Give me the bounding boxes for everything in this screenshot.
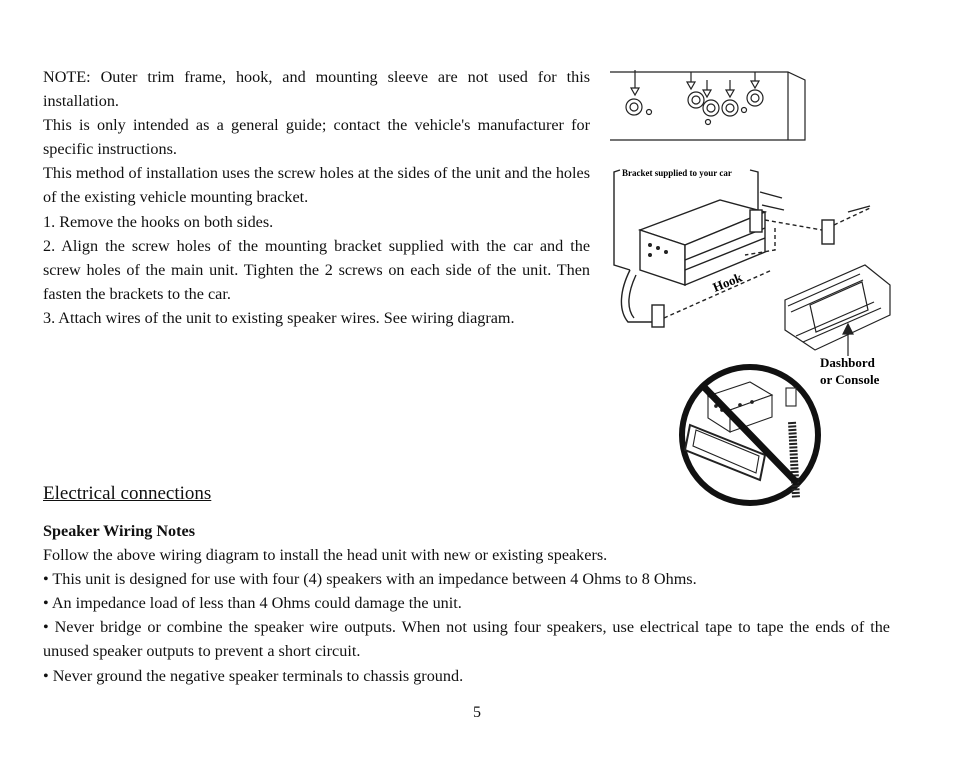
step-1: 1. Remove the hooks on both sides. bbox=[43, 212, 274, 231]
wiring-bullet-bridge: • Never bridge or combine the speaker wire outputs. When not using four speakers, use electrical tape to tape the ends of the unused speaker outputs to prevent a short circuit. bbox=[43, 618, 890, 661]
dashboard-drawing bbox=[785, 265, 890, 356]
hook-label: Hook bbox=[710, 269, 745, 295]
wiring-bullet-impedance: • This unit is designed for use with four (4) speakers with an impedance between 4 Ohms to 8 Ohms. bbox=[43, 570, 697, 589]
note-trim-frame: NOTE: Outer trim frame, hook, and mounting sleeve are not used for this installation. bbox=[43, 68, 590, 111]
step-3: 3. Attach wires of the unit to existing speaker wires. See wiring diagram. bbox=[43, 308, 515, 327]
step-2: 2. Align the screw holes of the mounting bracket supplied with the car and the screw holes of the main unit. Tighten the 2 screws on each side of the unit. Then fasten the brackets to the car. bbox=[43, 236, 590, 303]
note-install-method: This method of installation uses the screw holes at the sides of the unit and the holes of the existing vehicle mounting bracket. bbox=[43, 164, 590, 207]
wiring-bullet-low-load: • An impedance load of less than 4 Ohms could damage the unit. bbox=[43, 594, 462, 613]
wiring-bullet-ground: • Never ground the negative speaker terminals to chassis ground. bbox=[43, 666, 464, 685]
electrical-connections-heading: Electrical connections bbox=[43, 483, 212, 504]
bracket-label: Bracket supplied to your car bbox=[622, 168, 732, 178]
installation-notes bbox=[43, 65, 590, 330]
installation-figure bbox=[600, 60, 900, 510]
installation-diagram bbox=[600, 60, 900, 510]
dashboard-label-2: or Console bbox=[820, 372, 880, 387]
wiring-intro: Follow the above wiring diagram to install the head unit with new or existing speakers. bbox=[43, 546, 608, 565]
speaker-wiring-notes bbox=[43, 519, 890, 688]
note-general-guide: This is only intended as a general guide; contact the vehicle's manufacturer for specific instructions. bbox=[43, 116, 590, 159]
dashboard-label-1: Dashbord bbox=[820, 355, 875, 370]
prohibited-icon bbox=[682, 367, 818, 503]
unit-side-panel-drawing bbox=[610, 70, 805, 140]
speaker-wiring-subheading: Speaker Wiring Notes bbox=[43, 522, 195, 540]
page-number: 5 bbox=[473, 704, 481, 721]
